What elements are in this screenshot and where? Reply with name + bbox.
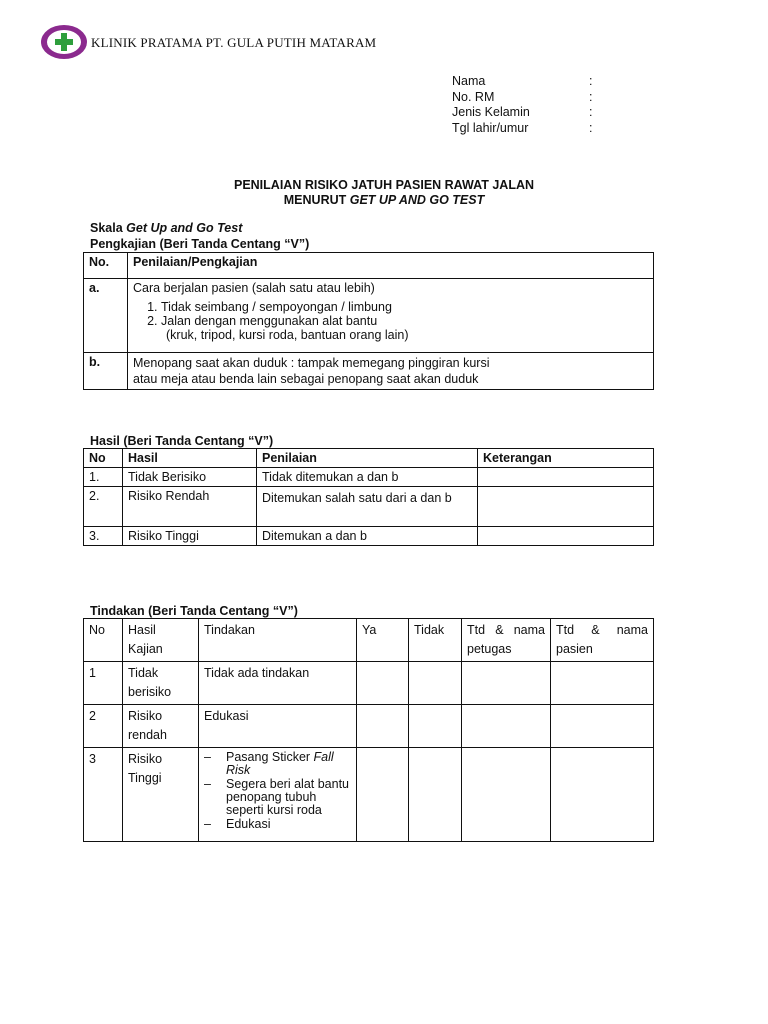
- patient-info: [452, 74, 592, 136]
- patient-field-rm: No. RM :: [452, 89, 593, 104]
- clinic-logo: [40, 24, 88, 60]
- list-item: – Edukasi: [204, 818, 351, 831]
- list-item: – Pasang Sticker Fall Risk: [204, 751, 351, 777]
- row-b-no: b.: [84, 353, 128, 390]
- table-row: 3 Risiko Tinggi – Pasang Sticker Fall Risk – Segera beri alat bantu penopang tubuh seperti kursi roda – Edukasi: [84, 748, 654, 842]
- ya-cell[interactable]: [357, 748, 409, 842]
- patient-field-name: Nama :: [452, 74, 593, 88]
- tidak-cell[interactable]: [409, 662, 462, 705]
- table-row: 1. Tidak Berisiko Tidak ditemukan a dan b: [84, 468, 654, 487]
- col-header-keterangan: Keterangan: [478, 449, 654, 468]
- ttd-pasien-cell[interactable]: [551, 748, 654, 842]
- ya-cell[interactable]: [357, 705, 409, 748]
- row-a-content: Cara berjalan pasien (salah satu atau lebih) 1. Tidak seimbang / sempoyongan / limbung 2. Jalan dengan menggunakan alat bantu (kruk, tripod, kursi roda, bantuan orang lain): [128, 279, 654, 353]
- result-caption: Hasil (Beri Tanda Centang “V”): [90, 434, 274, 448]
- col-header-tidak: Tidak: [409, 619, 462, 662]
- keterangan-cell[interactable]: [478, 487, 654, 527]
- assessment-caption: Pengkajian (Beri Tanda Centang “V”): [90, 237, 310, 251]
- col-header-hasil: Hasil Kajian: [123, 619, 199, 662]
- assessment-table: [83, 252, 654, 390]
- action-table: [83, 618, 654, 842]
- ttd-pasien-cell[interactable]: [551, 662, 654, 705]
- col-header-no: No.: [84, 253, 128, 279]
- table-row: 3. Risiko Tinggi Ditemukan a dan b: [84, 527, 654, 546]
- ya-cell[interactable]: [357, 662, 409, 705]
- patient-field-gender: Jenis Kelamin :: [452, 105, 593, 119]
- col-header-no: No: [84, 449, 123, 468]
- col-header-ttd-petugas: Ttd & nama petugas: [462, 619, 551, 662]
- ttd-petugas-cell[interactable]: [462, 662, 551, 705]
- scale-label: Skala Get Up and Go Test: [90, 221, 243, 235]
- col-header-no: No: [84, 619, 123, 662]
- list-item: 2. Jalan dengan menggunakan alat bantu: [161, 314, 648, 328]
- keterangan-cell[interactable]: [478, 527, 654, 546]
- ttd-petugas-cell[interactable]: [462, 705, 551, 748]
- patient-field-dob: Tgl lahir/umur :: [452, 120, 593, 135]
- clinic-name: KLINIK PRATAMA PT. GULA PUTIH MATARAM: [91, 35, 377, 50]
- row-a-no: a.: [84, 279, 128, 353]
- col-header-item: Penilaian/Pengkajian: [128, 253, 654, 279]
- ttd-petugas-cell[interactable]: [462, 748, 551, 842]
- col-header-ttd-pasien: Ttd & nama pasien: [551, 619, 654, 662]
- result-table: [83, 448, 654, 546]
- table-row: 1 Tidak berisiko Tidak ada tindakan: [84, 662, 654, 705]
- table-row: 2. Risiko Rendah Ditemukan salah satu dari a dan b: [84, 487, 654, 527]
- action-caption: Tindakan (Beri Tanda Centang “V”): [90, 604, 298, 618]
- tidak-cell[interactable]: [409, 705, 462, 748]
- col-header-hasil: Hasil: [123, 449, 257, 468]
- col-header-tindakan: Tindakan: [199, 619, 357, 662]
- tidak-cell[interactable]: [409, 748, 462, 842]
- page-title: PENILAIAN RISIKO JATUH PASIEN RAWAT JALAN MENURUT GET UP AND GO TEST: [233, 178, 535, 207]
- keterangan-cell[interactable]: [478, 468, 654, 487]
- col-header-penilaian: Penilaian: [257, 449, 478, 468]
- col-header-ya: Ya: [357, 619, 409, 662]
- ttd-pasien-cell[interactable]: [551, 705, 654, 748]
- row-b-content: Menopang saat akan duduk : tampak memegang pinggiran kursi atau meja atau benda lain sebagai penopang saat akan duduk: [128, 353, 654, 390]
- list-item: 1. Tidak seimbang / sempoyongan / limbung: [161, 300, 648, 314]
- table-row: 2 Risiko rendah Edukasi: [84, 705, 654, 748]
- list-item: – Segera beri alat bantu penopang tubuh seperti kursi roda: [204, 778, 351, 817]
